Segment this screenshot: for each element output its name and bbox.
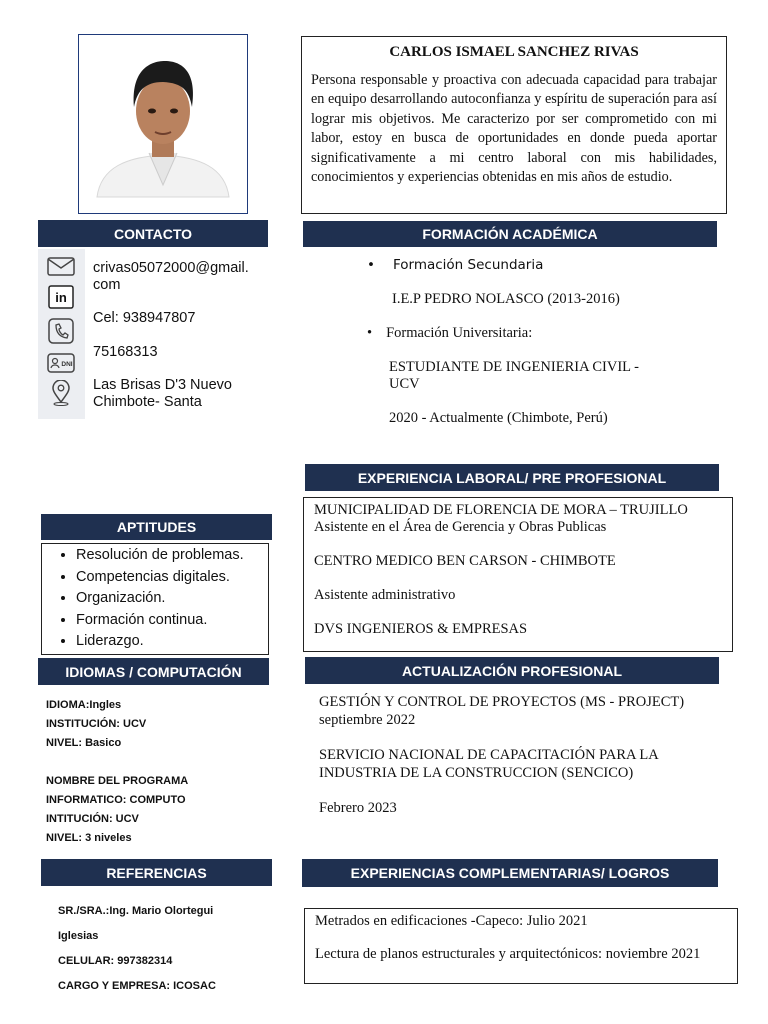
linkedin-icon-label: in xyxy=(55,290,67,305)
email-icon xyxy=(46,253,76,279)
achievements-box xyxy=(304,908,738,984)
language-line: NOMBRE DEL PROGRAMA xyxy=(46,775,189,787)
skills-list xyxy=(42,545,268,653)
summary-text: Persona responsable y proactiva con adecuada capacidad para trabajar en equipo desarrollando autoconfianza y espíritu de superación para así lograr mis objetivos. Me caracterizo por ser comprometido con mi labor, estoy en busca de oportunidades en donde pueda aportar significativamente a mi centro laboral con mis habilidades, conocimientos y experiencias obtenidas en mis años de estudio. xyxy=(311,71,717,185)
contact-heading: CONTACTO xyxy=(38,220,268,247)
job-2-org: CENTRO MEDICO BEN CARSON - CHIMBOTE xyxy=(314,553,616,569)
contact-email[interactable] xyxy=(93,260,249,294)
bullet-icon: • xyxy=(367,325,373,341)
skill-item: • Liderazgo. xyxy=(76,631,268,653)
address-line-1: Las Brisas D'3 Nuevo xyxy=(93,377,232,393)
skills-heading: APTITUDES xyxy=(41,514,272,540)
reference-name: SR./SRA.:Ing. Mario Olortegui xyxy=(58,905,214,917)
location-pin-icon xyxy=(46,380,76,406)
job-2-role: Asistente administrativo xyxy=(314,587,456,603)
experience-box xyxy=(303,497,733,652)
achievement-item: Metrados en edificaciones -Capeco: Julio 2021 xyxy=(315,913,588,929)
job-1-role: Asistente en el Área de Gerencia y Obras Publicas xyxy=(314,519,607,535)
summary-box xyxy=(301,36,727,214)
language-line: INFORMATICO: COMPUTO xyxy=(46,794,186,806)
education-heading: FORMACIÓN ACADÉMICA xyxy=(303,221,717,247)
references-heading: REFERENCIAS xyxy=(41,859,272,886)
education-item-1-title xyxy=(367,257,543,273)
email-line-1: crivas05072000@gmail. xyxy=(93,260,249,276)
language-line: IDIOMA:Ingles xyxy=(46,699,122,711)
language-spacer xyxy=(46,753,188,772)
language-line: NIVEL: 3 niveles xyxy=(46,832,132,844)
skill-item: • Competencias digitales. xyxy=(76,567,268,589)
person-portrait-icon xyxy=(79,35,247,213)
education-item-2-detail xyxy=(389,359,639,393)
education-item-1-detail: I.E.P PEDRO NOLASCO (2013-2016) xyxy=(392,291,620,307)
linkedin-icon xyxy=(46,284,76,310)
language-line: INSTITUCIÓN: UCV xyxy=(46,718,147,730)
language-line: NIVEL: Basico xyxy=(46,737,122,749)
language-line: INTITUCIÓN: UCV xyxy=(46,813,139,825)
contact-dni: 75168313 xyxy=(93,344,158,360)
skill-item: • Formación continua. xyxy=(76,610,268,632)
reference-role: CARGO Y EMPRESA: ICOSAC xyxy=(58,980,216,992)
education-item-2-label: Formación Universitaria: xyxy=(386,325,533,341)
achievements-heading: EXPERIENCIAS COMPLEMENTARIAS/ LOGROS xyxy=(302,859,718,887)
experience-heading: EXPERIENCIA LABORAL/ PRE PROFESIONAL xyxy=(305,464,719,491)
job-3-org: DVS INGENIEROS & EMPRESAS xyxy=(314,621,528,637)
updates-list xyxy=(319,693,684,817)
education-item-2-title xyxy=(367,325,532,342)
skills-box xyxy=(41,543,269,655)
profile-photo xyxy=(78,34,248,214)
course-2-title-line-1: SERVICIO NACIONAL DE CAPACITACIÓN PARA LA xyxy=(319,747,659,763)
education-item-2-line-2: UCV xyxy=(389,376,420,392)
achievement-item: Lectura de planos estructurales y arquitectónicos: noviembre 2021 xyxy=(315,946,701,962)
course-1-date: septiembre 2022 xyxy=(319,712,416,728)
references-details xyxy=(58,899,216,999)
reference-phone: CELULAR: 997382314 xyxy=(58,955,173,967)
dni-icon-label: DNI xyxy=(61,361,73,368)
course-1-title: GESTIÓN Y CONTROL DE PROYECTOS (MS - PROJECT) xyxy=(319,694,685,710)
bullet-icon: • xyxy=(367,257,375,273)
course-2-title-line-2: INDUSTRIA DE LA CONSTRUCCION (SENCICO) xyxy=(319,765,634,781)
education-item-2-period: 2020 - Actualmente (Chimbote, Perú) xyxy=(389,410,608,426)
education-item-2-line-1: ESTUDIANTE DE INGENIERIA CIVIL - xyxy=(389,359,639,375)
reference-surname: Iglesias xyxy=(58,930,99,942)
languages-details xyxy=(46,696,188,848)
course-2-date: Febrero 2023 xyxy=(319,800,397,816)
email-line-2: com xyxy=(93,277,121,293)
contact-phone: Cel: 938947807 xyxy=(93,310,196,326)
skill-item: • Organización. xyxy=(76,588,268,610)
contact-address xyxy=(93,377,232,411)
phone-icon xyxy=(46,318,76,344)
languages-heading: IDIOMAS / COMPUTACIÓN xyxy=(38,658,269,685)
candidate-name: CARLOS ISMAEL SANCHEZ RIVAS xyxy=(389,44,639,60)
address-line-2: Chimbote- Santa xyxy=(93,394,202,410)
education-item-1-label: Formación Secundaria xyxy=(392,257,544,273)
skill-item: • Resolución de problemas. xyxy=(76,545,268,567)
updates-heading: ACTUALIZACIÓN PROFESIONAL xyxy=(305,657,719,684)
job-1-org: MUNICIPALIDAD DE FLORENCIA DE MORA – TRUJILLO xyxy=(314,502,688,518)
dni-card-icon xyxy=(46,350,76,376)
